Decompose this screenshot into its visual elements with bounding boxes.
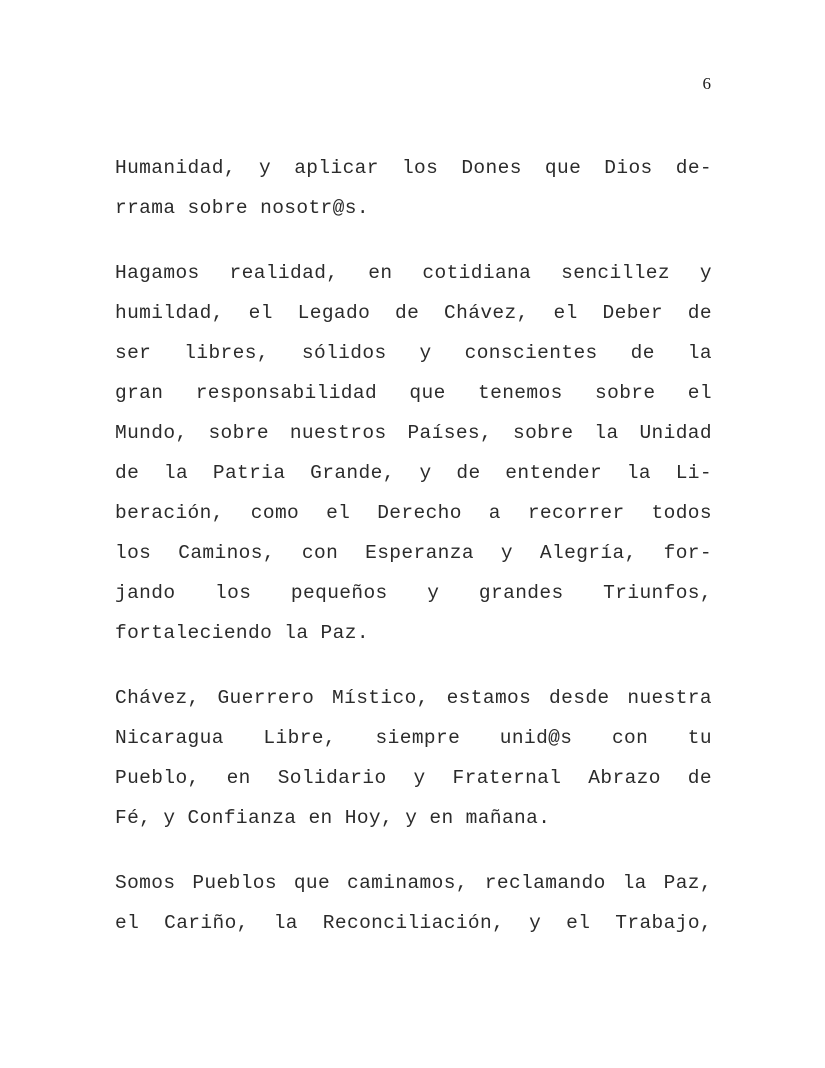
paragraph xyxy=(115,148,712,228)
text-line: humildad, el Legado de Chávez, el Deber de xyxy=(115,302,712,324)
text-line: los Caminos, con Esperanza y Alegría, for- xyxy=(115,542,712,564)
paragraph xyxy=(115,863,712,943)
text-line: Hagamos realidad, en cotidiana sencillez y xyxy=(115,262,712,284)
text-line: gran responsabilidad que tenemos sobre el xyxy=(115,382,712,404)
text-line: Nicaragua Libre, siempre unid@s con tu xyxy=(115,727,712,749)
paragraph xyxy=(115,253,712,653)
text-line: Chávez, Guerrero Místico, estamos desde nuestra xyxy=(115,687,712,709)
page-number: 6 xyxy=(702,74,711,93)
text-line: de la Patria Grande, y de entender la Li- xyxy=(115,462,712,484)
text-line: Fé, y Confianza en Hoy, y en mañana. xyxy=(115,807,551,829)
text-line: Pueblo, en Solidario y Fraternal Abrazo de xyxy=(115,767,712,789)
text-line: Somos Pueblos que caminamos, reclamando la Paz, xyxy=(115,872,712,894)
text-line: el Cariño, la Reconciliación, y el Trabajo, xyxy=(115,912,712,934)
text-line: jando los pequeños y grandes Triunfos, xyxy=(115,582,712,604)
paragraph xyxy=(115,678,712,838)
text-line: beración, como el Derecho a recorrer todos xyxy=(115,502,712,524)
document-body xyxy=(115,148,712,943)
text-line: Humanidad, y aplicar los Dones que Dios de- xyxy=(115,157,712,179)
text-line: fortaleciendo la Paz. xyxy=(115,622,369,644)
text-line: Mundo, sobre nuestros Países, sobre la Unidad xyxy=(115,422,712,444)
text-line: rrama sobre nosotr@s. xyxy=(115,197,369,219)
text-line: ser libres, sólidos y conscientes de la xyxy=(115,342,712,364)
